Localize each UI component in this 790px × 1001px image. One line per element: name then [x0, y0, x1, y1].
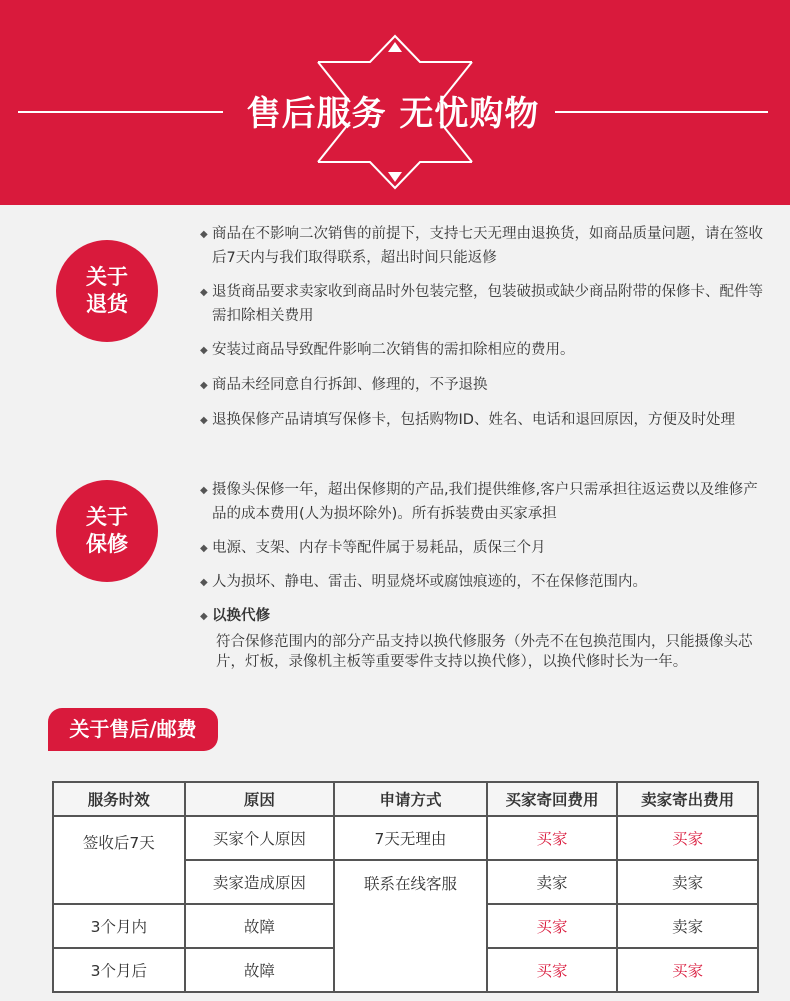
- list-item-text: 人为损坏、静电、雷击、明显烧坏或腐蚀痕迹的，不在保修范围内。: [212, 574, 647, 590]
- repair-policy-list: [200, 478, 765, 672]
- banner-left-rule: [18, 111, 223, 113]
- return-badge-line2: 退货: [86, 292, 128, 316]
- diamond-bullet-icon: ◆: [200, 611, 208, 622]
- return-badge: [56, 240, 158, 342]
- cell-seller-fee: 买家: [617, 948, 758, 992]
- diamond-bullet-icon: ◆: [200, 543, 208, 554]
- cell-service-time: 签收后7天: [53, 816, 185, 904]
- diamond-bullet-icon: ◆: [200, 287, 208, 298]
- list-item: [200, 280, 765, 328]
- return-badge-line1: 关于: [86, 265, 128, 289]
- table-row: [53, 816, 758, 860]
- cell-reason: 故障: [185, 948, 335, 992]
- list-item-text: 安装过商品导致配件影响二次销售的需扣除相应的费用。: [212, 342, 575, 358]
- list-item: [200, 373, 765, 397]
- list-item: [200, 536, 765, 560]
- banner-right-rule: [555, 111, 768, 113]
- diamond-bullet-icon: ◆: [200, 380, 208, 391]
- cell-reason: 买家个人原因: [185, 816, 335, 860]
- exchange-description: 符合保修范围内的部分产品支持以换代修服务（外壳不在包换范围内，只能摄像头芯片，灯板，录像机主板等重要零件支持以换代修），以换代修时长为一年。: [216, 634, 753, 670]
- cell-buyer-fee: 买家: [487, 948, 618, 992]
- cell-method: 7天无理由: [334, 816, 487, 860]
- cell-service-time: 3个月后: [53, 948, 185, 992]
- shipping-fee-section-tab: 关于售后/邮费: [48, 708, 218, 751]
- return-policy-list: [200, 222, 765, 432]
- diamond-bullet-icon: ◆: [200, 229, 208, 240]
- diamond-bullet-icon: ◆: [200, 485, 208, 496]
- table-header-row: [53, 782, 758, 816]
- cell-service-time: 3个月内: [53, 904, 185, 948]
- list-item-text: 退换保修产品请填写保修卡，包括购物ID、姓名、电话和退回原因，方便及时处理: [212, 412, 735, 428]
- exchange-title: [200, 604, 765, 628]
- cell-buyer-fee: 买家: [487, 904, 618, 948]
- list-item: [200, 478, 765, 526]
- list-item: [200, 408, 765, 432]
- banner-title: 售后服务 无忧购物: [246, 94, 540, 134]
- repair-badge: [56, 480, 158, 582]
- cell-seller-fee: 卖家: [617, 860, 758, 904]
- list-item: [200, 570, 765, 594]
- exchange-title-text: 以换代修: [212, 608, 270, 624]
- cell-method: 联系在线客服: [334, 860, 487, 992]
- column-header-method: 申请方式: [334, 782, 487, 816]
- column-header-buyer-fee: 买家寄回费用: [487, 782, 618, 816]
- diamond-bullet-icon: ◆: [200, 345, 208, 356]
- cell-seller-fee: 买家: [617, 816, 758, 860]
- column-header-service-time: 服务时效: [53, 782, 185, 816]
- list-item: [200, 338, 765, 362]
- list-item-text: 摄像头保修一年，超出保修期的产品,我们提供维修,客户只需承担往返运费以及维修产品的成本费用(人为损坏除外)。所有拆装费由买家承担: [212, 482, 758, 522]
- list-item-text: 商品未经同意自行拆卸、修理的，不予退换: [212, 377, 488, 393]
- list-item-text: 商品在不影响二次销售的前提下，支持七天无理由退换货，如商品质量问题，请在签收后7天内与我们取得联系，超出时间只能返修: [212, 226, 763, 266]
- column-header-reason: 原因: [185, 782, 335, 816]
- column-header-seller-fee: 卖家寄出费用: [617, 782, 758, 816]
- cell-reason: 故障: [185, 904, 335, 948]
- diamond-bullet-icon: ◆: [200, 415, 208, 426]
- cell-buyer-fee: 买家: [487, 816, 618, 860]
- list-item-text: 退货商品要求卖家收到商品时外包装完整，包装破损或缺少商品附带的保修卡、配件等需扣除相关费用: [212, 284, 763, 324]
- repair-badge-line1: 关于: [86, 505, 128, 529]
- cell-reason: 卖家造成原因: [185, 860, 335, 904]
- cell-buyer-fee: 卖家: [487, 860, 618, 904]
- header-banner: [0, 0, 790, 205]
- after-sales-fee-table: [52, 781, 759, 993]
- list-item-text: 电源、支架、内存卡等配件属于易耗品，质保三个月: [212, 540, 546, 556]
- list-item: [200, 222, 765, 270]
- repair-badge-line2: 保修: [86, 532, 128, 556]
- cell-seller-fee: 卖家: [617, 904, 758, 948]
- diamond-bullet-icon: ◆: [200, 577, 208, 588]
